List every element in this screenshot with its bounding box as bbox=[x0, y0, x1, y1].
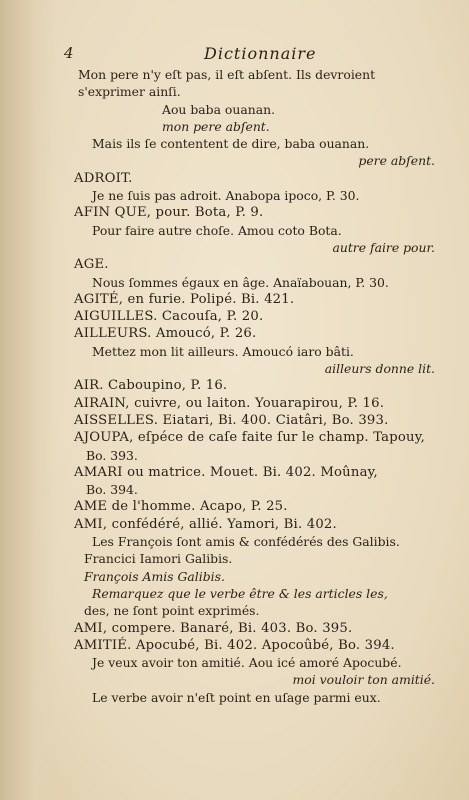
translation-line: moi vouloir ton amitié. bbox=[292, 672, 435, 688]
page-number: 4 bbox=[64, 44, 74, 62]
headword-amari: AMARI ou matrice. Mouet. Bi. 402. Moûnay, bbox=[74, 464, 378, 480]
headword-aisselles: AISSELLES. Eiatari, Bi. 400. Ciatâri, Bo. 393. bbox=[74, 412, 389, 428]
headword-adroit: ADROIT. bbox=[74, 170, 133, 186]
dictionary-text bbox=[74, 66, 443, 706]
translation-line: François Amis Galibis. bbox=[84, 568, 225, 584]
headword-ami-compere: AMI, compere. Banaré, Bi. 403. Bo. 395. bbox=[74, 620, 353, 636]
text-line: Mon pere n'y eſt pas, il eſt abſent. Ils devroient bbox=[78, 67, 376, 82]
text-line: Les François ſont amis & confédérés des Galibis. bbox=[92, 534, 400, 550]
headword-amitie: AMITIÉ. Apocubé, Bi. 402. Apocoûbé, Bo. 394. bbox=[74, 637, 395, 653]
text-line: Bo. 394. bbox=[86, 482, 138, 498]
running-header bbox=[64, 44, 443, 64]
translation-line: autre faire pour. bbox=[332, 239, 435, 255]
headword-afin-que: AFIN QUE, pour. Bota, P. 9. bbox=[74, 205, 264, 221]
headword-air: AIR. Caboupino, P. 16. bbox=[74, 378, 228, 394]
text-line: Mais ils ſe contentent de dire, baba ouanan. bbox=[92, 136, 370, 152]
text-line: des, ne ſont point exprimés. bbox=[84, 603, 260, 619]
headword-aiguilles: AIGUILLES. Cacouſa, P. 20. bbox=[74, 309, 264, 325]
text-line: Bo. 393. bbox=[86, 447, 138, 463]
text-line: s'exprimer ainſi. bbox=[78, 84, 181, 100]
headword-ame: AME de l'homme. Acapo, P. 25. bbox=[74, 499, 288, 515]
headword-age: AGE. bbox=[74, 257, 109, 273]
remark-line: Remarquez que le verbe être & les articles les, bbox=[92, 585, 388, 601]
headword-airain: AIRAIN, cuivre, ou laiton. Youarapirou, P. 16. bbox=[74, 395, 385, 411]
translation-line: pere abſent. bbox=[358, 153, 435, 169]
text-line: Francici Iamori Galibis. bbox=[84, 551, 233, 567]
headword-ami: AMI, confédéré, allié. Yamori, Bi. 402. bbox=[74, 516, 337, 532]
headword-agite: AGITÉ, en furie. Polipé. Bi. 421. bbox=[74, 291, 295, 307]
translation-line: mon pere abſent. bbox=[162, 118, 270, 134]
text-line: Je veux avoir ton amitié. Aou icé amoré Apocubé. bbox=[92, 655, 402, 671]
text-line: Aou baba ouanan. bbox=[162, 101, 276, 117]
running-title: Dictionnaire bbox=[204, 44, 317, 63]
translation-line: ailleurs donne lit. bbox=[324, 361, 435, 377]
text-line: Je ne ſuis pas adroit. Anabopa ipoco, P. 30. bbox=[92, 188, 360, 204]
text-line: Le verbe avoir n'eſt point en uſage parmi eux. bbox=[92, 689, 381, 705]
text-line: Pour faire autre choſe. Amou coto Bota. bbox=[92, 222, 342, 238]
text-line: Nous ſommes égaux en âge. Anaïabouan, P. 30. bbox=[92, 274, 389, 290]
headword-ajoupa: AJOUPA, eſpéce de caſe faite ſur le champ. Tapouy, bbox=[74, 430, 425, 446]
text-line: Mettez mon lit ailleurs. Amoucó iaro bâti. bbox=[92, 343, 354, 359]
headword-ailleurs: AILLEURS. Amoucó, P. 26. bbox=[74, 326, 257, 342]
